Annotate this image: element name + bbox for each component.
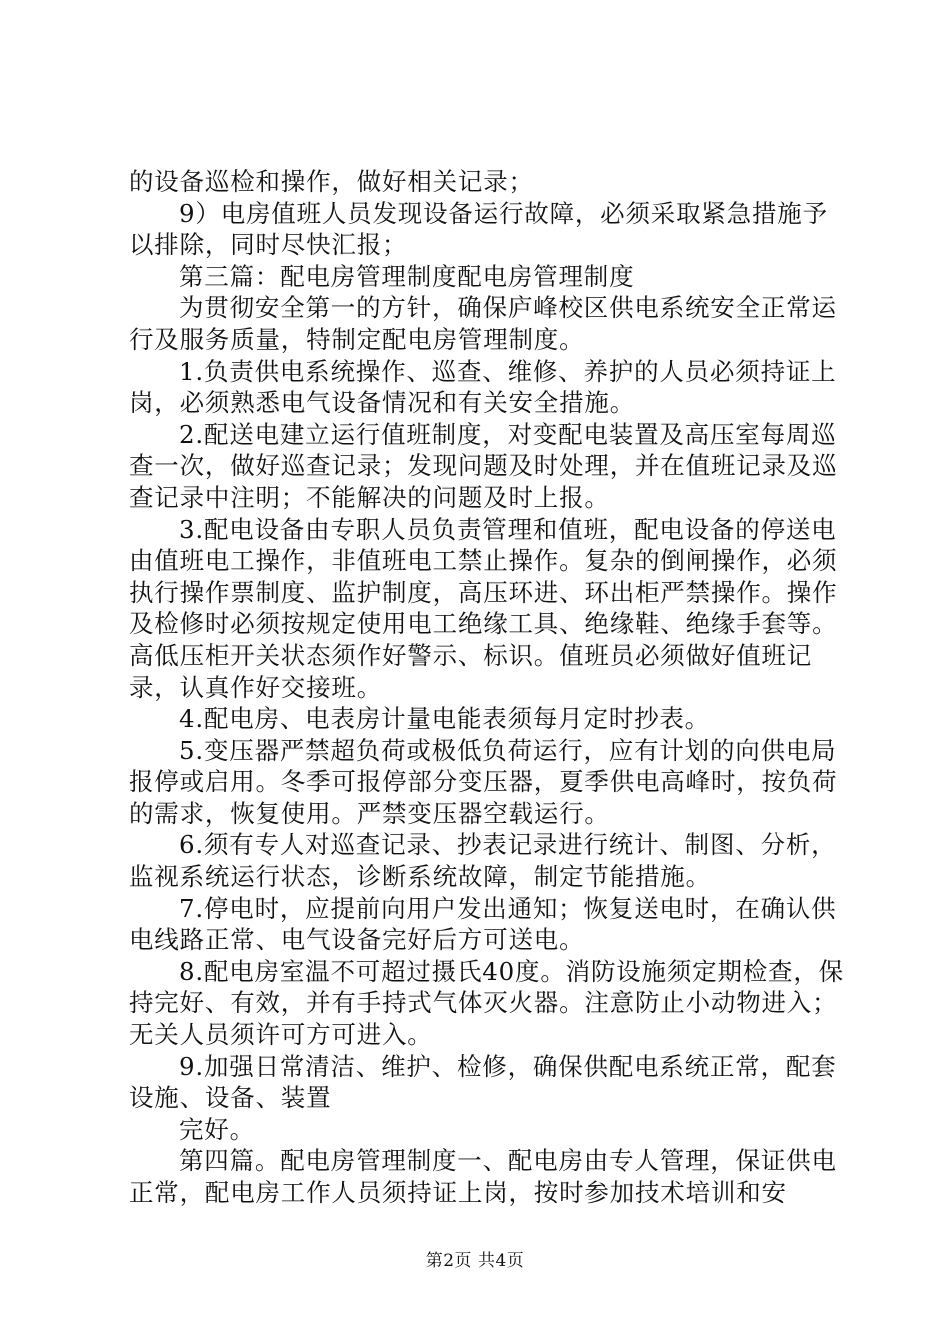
paragraph-rule-2: 2.配送电建立运行值班制度，对变配电装置及高压室每周巡查一次，做好巡查记录；发现问题及时处理，并在值班记录及巡查记录中注明；不能解决的问题及时上报。 (129, 419, 838, 512)
paragraph-intro: 为贯彻安全第一的方针，确保庐峰校区供电系统安全正常运行及服务质量，特制定配电房管理制度。 (129, 293, 837, 354)
paragraph-rule-1: 1.负责供电系统操作、巡查、维修、养护的人员必须持证上岗，必须熟悉电气设备情况和有关安全措施。 (129, 356, 837, 418)
paragraph-rule-9: 9.加强日常清洁、维护、检修，确保供配电系统正常，配套设施、设备、装置 (129, 1051, 837, 1113)
paragraph-rule-5: 5.变压器严禁超负荷或极低负荷运行，应有计划的向供电局报停或启用。冬季可报停部分变压器，夏季供电高峰时，按负荷的需求，恢复使用。严禁变压器空载运行。 (129, 735, 838, 828)
paragraph-rule-4: 4.配电房、电表房计量电能表须每月定时抄表。 (179, 704, 710, 734)
section-heading-part-3: 第三篇：配电房管理制度配电房管理制度 (179, 261, 635, 291)
paragraph-rule-7: 7.停电时，应提前向用户发出通知；恢复送电时，在确认供电线路正常、电气设备完好后方可送电。 (129, 893, 837, 955)
paragraph-item-9: 9）电房值班人员发现设备运行故障，必须采取紧急措施予以排除，同时尽快汇报； (129, 198, 828, 260)
document-body (129, 166, 849, 1209)
paragraph-rule-6: 6.须有专人对巡查记录、抄表记录进行统计、制图、分析，监视系统运行状态，诊断系统故障，制定节能措施。 (129, 830, 837, 892)
paragraph-rule-3: 3.配电设备由专职人员负责管理和值班，配电设备的停送电由值班电工操作，非值班电工禁止操作。复杂的倒闸操作，必须执行操作票制度、监护制度，高压环进、环出柜严禁操作。操作及检修时必须按规定使用电工绝缘工具、绝缘鞋、绝缘手套等。高低压柜开关状态须作好警示、标识。值班员必须做好值班记录，认真作好交接班。 (129, 514, 838, 702)
paragraph-rule-8: 8.配电房室温不可超过摄氏40度。消防设施须定期检查，保持完好、有效，并有手持式气体灭火器。注意防止小动物进入；无关人员须许可方可进入。 (129, 956, 844, 1050)
page-footer: 第2页 共4页 (425, 1251, 525, 1271)
paragraph-rule-9-end: 完好。 (179, 1114, 255, 1144)
paragraph-continuation: 的设备巡检和操作，做好相关记录； (129, 167, 534, 196)
section-heading-part-4: 第四篇。配电房管理制度一、配电房由专人管理，保证供电正常，配电房工作人员须持证上岗，按时参加技术培训和安 (129, 1146, 837, 1207)
